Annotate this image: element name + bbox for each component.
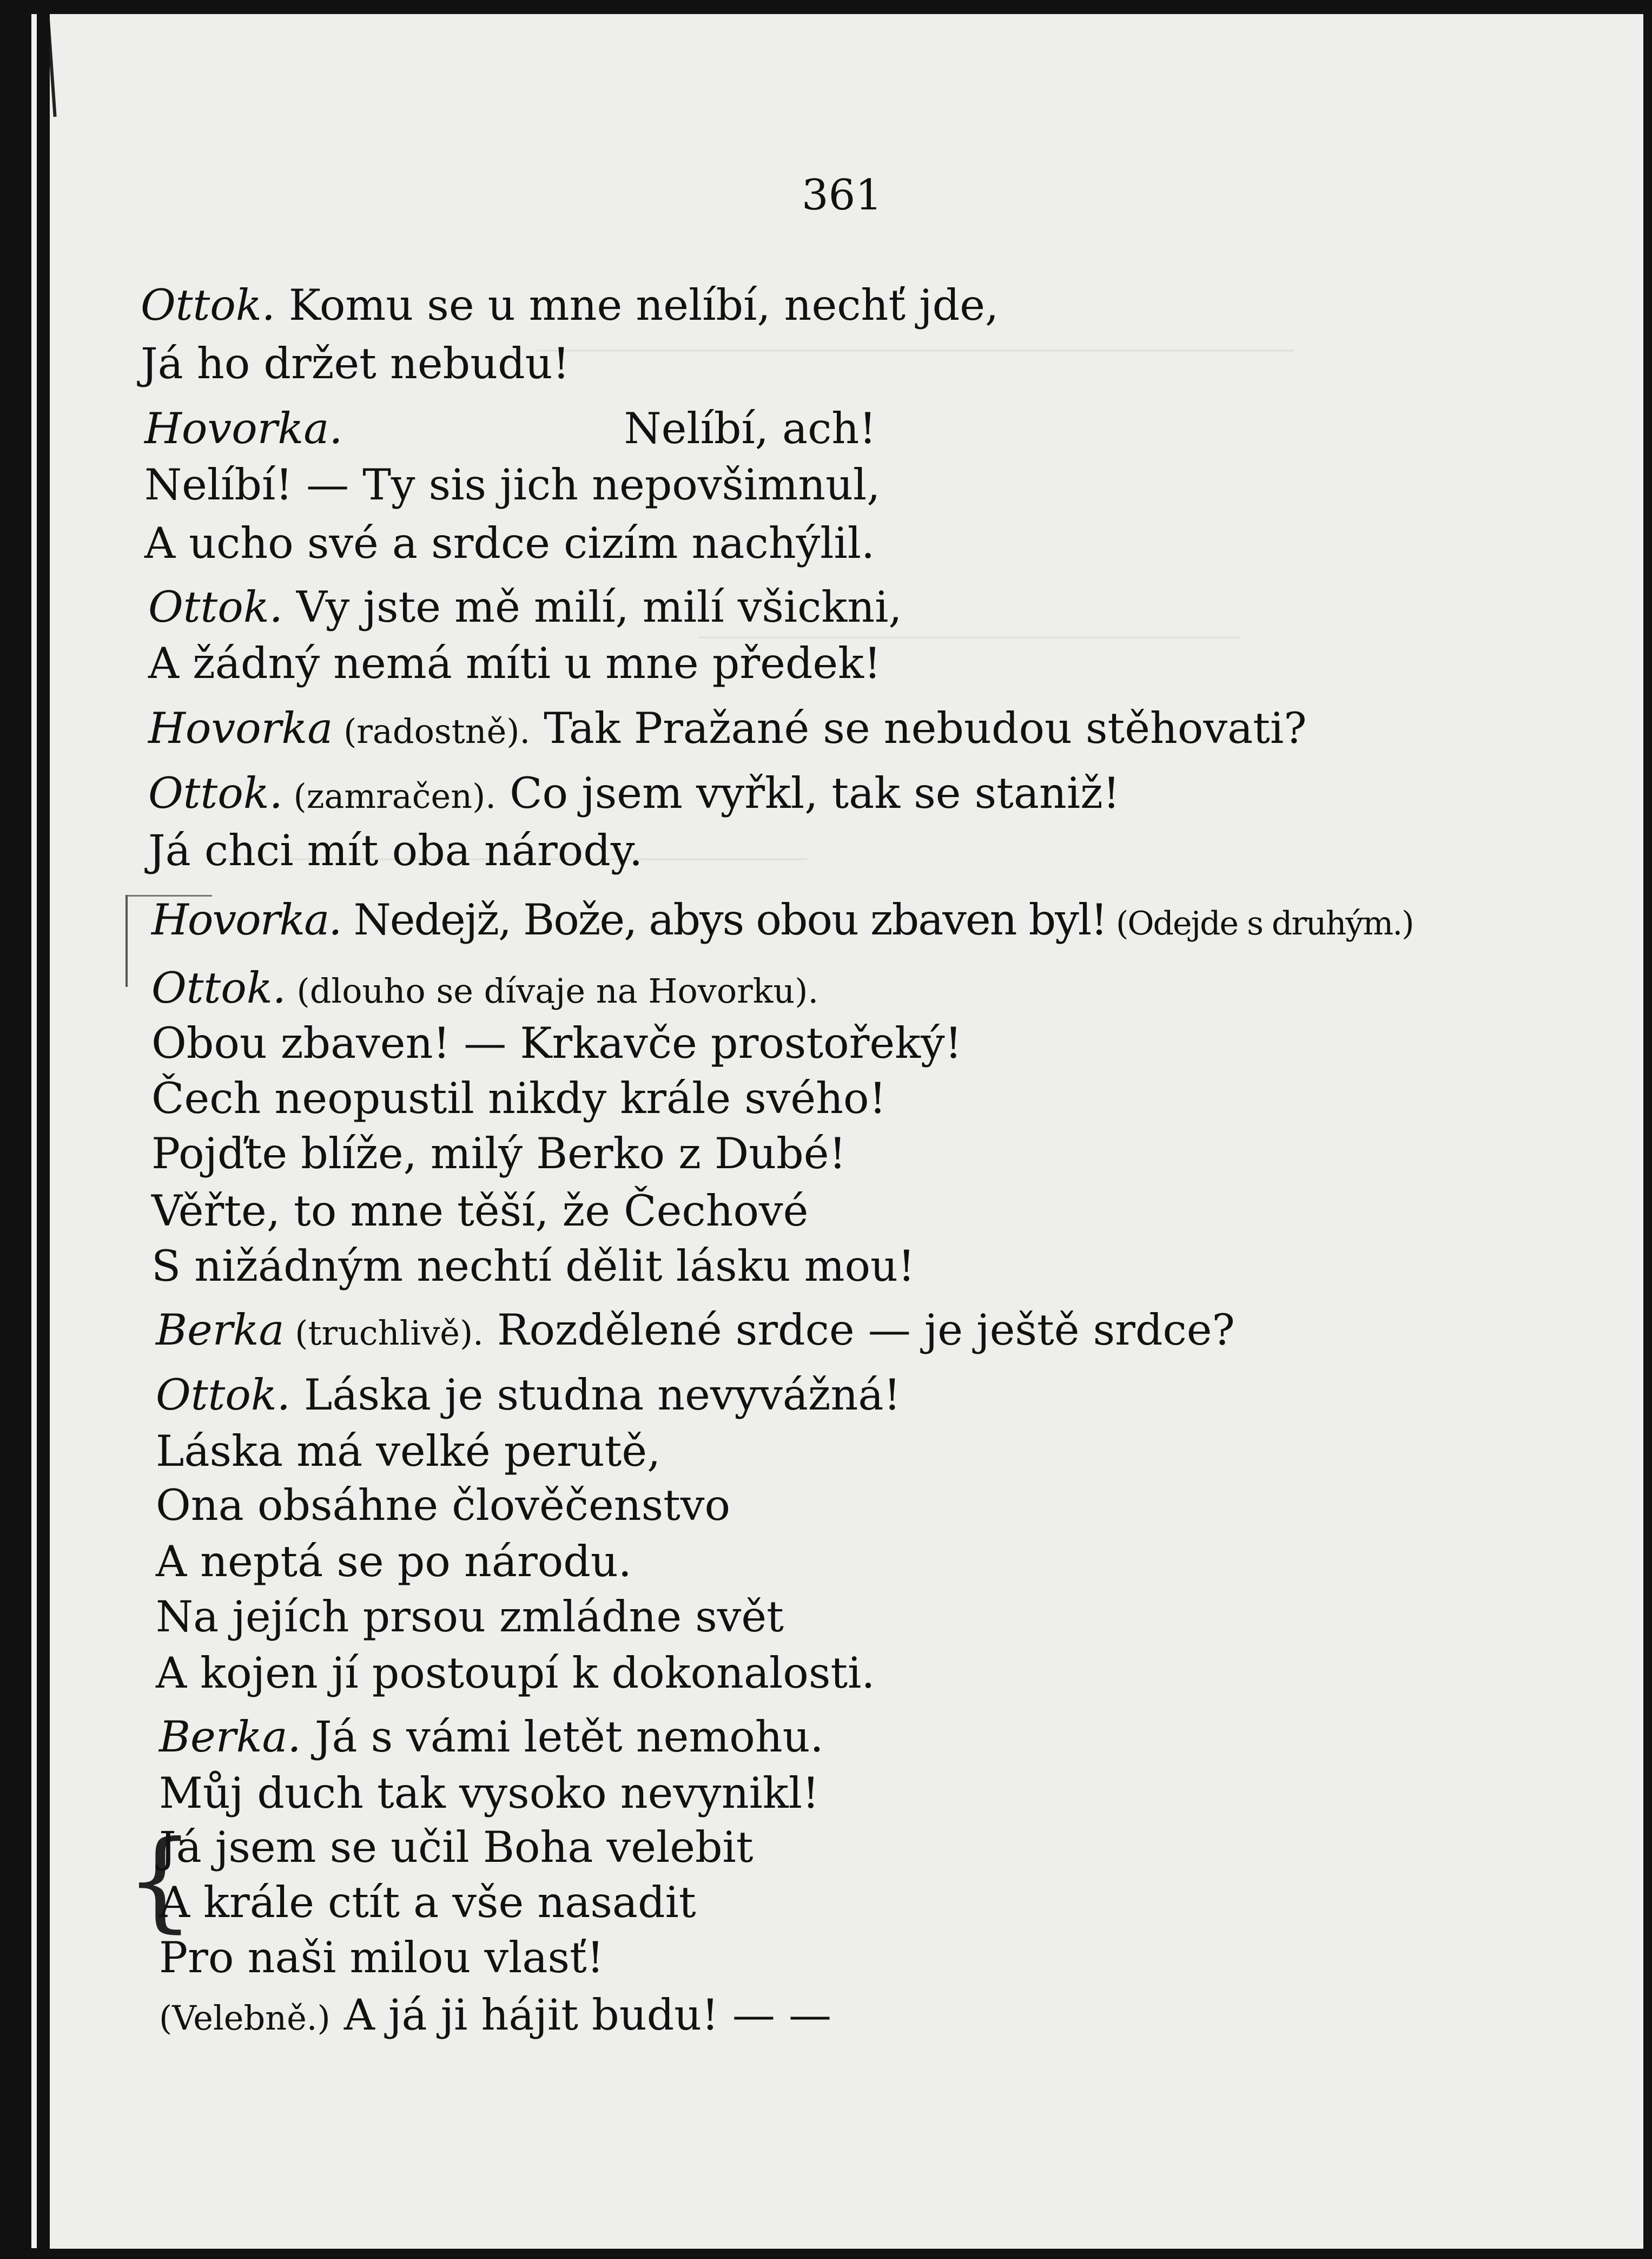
verse-line xyxy=(151,1017,962,1069)
margin-mark xyxy=(125,895,128,987)
line-text: Co jsem vyřkl, tak se staniž! xyxy=(495,768,1120,818)
line-text: Já jsem se učil Boha velebit xyxy=(159,1822,754,1872)
line-text: A já ji hájit budu! — — xyxy=(330,1990,832,2040)
right-margin-mark xyxy=(50,14,57,117)
line-text: A ucho své a srdce cizím nachýlil. xyxy=(144,518,875,568)
verse-line xyxy=(159,1821,754,1873)
verse-line xyxy=(148,825,643,877)
speaker-name: Ottok. xyxy=(141,280,275,330)
verse-line xyxy=(159,1989,831,2044)
verse-line xyxy=(159,1876,696,1928)
verse-line xyxy=(144,459,880,511)
line-text: Nelíbí, ach! xyxy=(624,404,876,453)
line-text: Tak Pražané se nebudou stěhovati? xyxy=(530,703,1307,753)
stage-direction: (Odejde s druhým.) xyxy=(1106,905,1413,943)
speaker-name: Berka xyxy=(156,1305,285,1355)
stage-direction: (truchlivě). xyxy=(284,1313,484,1353)
line-text: Pojďte blíže, milý Berko z Dubé! xyxy=(151,1129,847,1178)
line-text: Nedejž, Bože, abys obou zbaven byl! xyxy=(341,895,1107,945)
bleed-through xyxy=(537,350,1294,352)
left-brace-mark: { xyxy=(125,1817,195,1944)
verse-line xyxy=(156,1369,901,1421)
speaker-name: Hovorka. xyxy=(151,895,341,945)
verse-line xyxy=(156,1647,875,1699)
verse-line xyxy=(141,338,570,390)
book-page xyxy=(50,14,1643,2249)
verse-line xyxy=(148,702,1307,758)
line-text: Pro naši milou vlasť! xyxy=(159,1933,604,1983)
verse-line xyxy=(151,1185,808,1237)
line-text: Ona obsáhne člověčenstvo xyxy=(156,1480,731,1530)
verse-line xyxy=(144,517,875,569)
scan-seam xyxy=(31,0,37,2259)
line-text: Můj duch tak vysoko nevynikl! xyxy=(159,1768,820,1818)
line-text: A kojen jí postoupí k dokonalosti. xyxy=(156,1648,875,1698)
verse-line xyxy=(159,1711,824,1763)
verse-line xyxy=(151,1072,886,1124)
line-text: Já ho držet nebudu! xyxy=(141,339,570,388)
line-text: Věřte, to mne těší, že Čechové xyxy=(151,1186,809,1236)
verse-line xyxy=(144,403,876,455)
verse-line xyxy=(159,1767,820,1819)
line-text: Komu se u mne nelíbí, nechť jde, xyxy=(275,280,999,330)
speaker-name: Berka. xyxy=(159,1712,301,1762)
stage-direction: (dlouho se dívaje na Hovorku). xyxy=(286,971,819,1011)
speaker-name: Ottok. xyxy=(148,582,283,632)
line-text: Já s vámi letět nemohu. xyxy=(301,1712,824,1762)
verse-line xyxy=(156,1591,784,1643)
speaker-name: Ottok. xyxy=(148,768,283,818)
scan-bottom-border xyxy=(0,2248,1652,2259)
stage-direction: (zamračen). xyxy=(282,776,496,816)
verse-line xyxy=(148,767,1120,822)
line-text: Láska má velké perutě, xyxy=(156,1426,661,1476)
scan-top-border xyxy=(0,0,1652,14)
stage-direction: (Velebně.) xyxy=(159,1998,331,2038)
stage-direction: (radostně). xyxy=(333,712,531,751)
page-number: 361 xyxy=(802,171,882,220)
scan-left-border xyxy=(0,0,50,2259)
verse-line xyxy=(156,1304,1235,1359)
line-text: A žádný nemá míti u mne předek! xyxy=(148,638,881,688)
line-text: Čech neopustil nikdy krále svého! xyxy=(151,1073,887,1123)
line-text: Obou zbaven! — Krkavče prostořeký! xyxy=(151,1018,962,1068)
speaker-name: Hovorka xyxy=(148,703,333,753)
verse-line xyxy=(156,1479,730,1531)
verse-line xyxy=(141,279,999,331)
line-text: Na jejích prsou zmládne svět xyxy=(156,1592,784,1642)
line-text: A neptá se po národu. xyxy=(156,1537,632,1586)
verse-line xyxy=(151,1240,915,1292)
line-text: Vy jste mě milí, milí všickni, xyxy=(282,582,902,632)
verse-line xyxy=(156,1536,632,1588)
line-text: S nižádným nechtí dělit lásku mou! xyxy=(151,1241,915,1291)
line-text: Rozdělené srdce — je ještě srdce? xyxy=(483,1305,1235,1355)
line-text: Nelíbí! — Ty sis jich nepovšimnul, xyxy=(144,460,881,510)
verse-line xyxy=(148,637,881,689)
verse-line xyxy=(151,962,818,1017)
verse-line xyxy=(156,1425,660,1477)
verse-line xyxy=(159,1932,604,1984)
line-text: Láska je studna nevyvážná! xyxy=(290,1370,901,1420)
line-text: Já chci mít oba národy. xyxy=(148,826,643,875)
speaker-name: Ottok. xyxy=(156,1370,290,1420)
verse-line xyxy=(148,581,902,633)
scan-right-border xyxy=(1643,0,1652,2259)
speaker-name: Hovorka. xyxy=(144,404,343,453)
verse-line xyxy=(151,894,1413,950)
line-text: A krále ctít a vše nasadit xyxy=(159,1878,696,1927)
verse-line xyxy=(151,1128,846,1180)
speaker-name: Ottok. xyxy=(151,963,286,1013)
